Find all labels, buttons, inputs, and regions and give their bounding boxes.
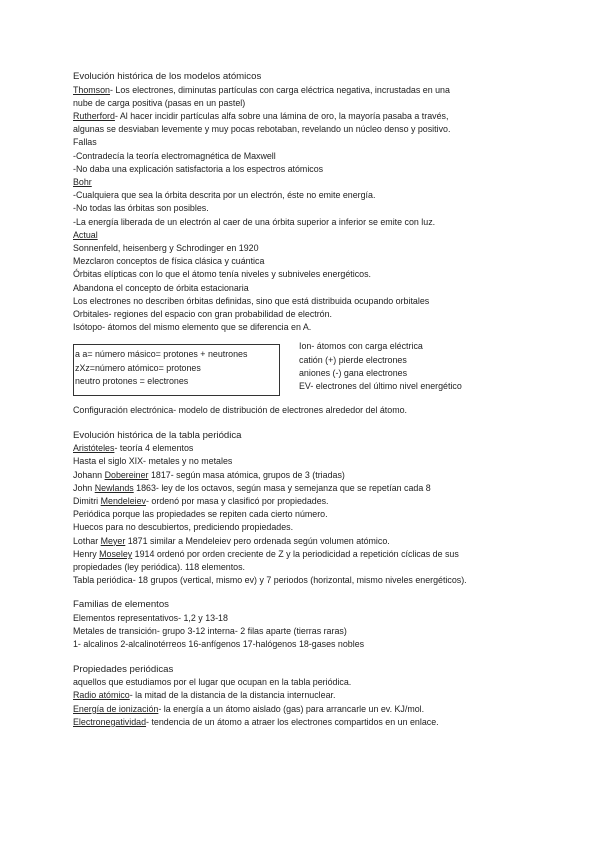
families-item: 1- alcalinos 2-alcalinotérreos 16-anfígenos 17-halógenos 18-gases nobles [73,639,365,650]
thomson-text: - Los electrones, diminutas partículas con carga eléctrica negativa, incrustadas en una [110,84,450,95]
mendeleiev-line [73,495,543,508]
radio-text: - la mitad de la distancia de la distancia internuclear. [129,690,336,701]
actual-item: Mezclaron conceptos de física clásica y cuántica [73,256,265,267]
families-title: Familias de elementos [73,599,169,611]
radio-name: Radio atómico [73,690,130,701]
newlands-name: Newlands [94,482,134,493]
moseley-line [73,548,543,561]
rutherford-line [73,110,543,123]
notation-box [73,344,280,396]
ion-notes [299,340,462,393]
newlands-pre: John [73,482,95,493]
tabla-line: Tabla periódica- 18 grupos (vertical, mismo ev) y 7 periodos (horizontal, mismo niveles energéticos). [73,575,467,586]
properties-intro: aquellos que estudiamos por el lugar que ocupan en la tabla periódica. [73,677,352,688]
notation-row [73,340,543,404]
ion-line: aniones (-) gana electrones [299,367,408,378]
document-page [73,70,543,729]
actual-item: Los electrones no describen órbitas definidas, sino que está distribuida ocupando orbitales [73,295,430,306]
meyer-line [73,535,543,548]
rutherford-name: Rutherford [73,111,115,121]
huecos-line: Huecos para no descubiertos, prediciendo propiedades. [73,522,294,533]
mendeleiev-name: Mendeleiev [100,496,146,507]
periodica-line: Periódica porque las propiedades se repiten cada cierto número. [73,509,328,520]
actual-item: Órbitas elípticas con lo que el átomo tenía niveles y subniveles energéticos. [73,269,371,280]
dobereiner-line [73,469,543,482]
fallas-item: -Contradecía la teoría electromagnética de Maxwell [73,150,276,161]
siglo-line: Hasta el siglo XIX- metales y no metales [73,456,233,467]
newlands-line [73,482,543,495]
electroneg-name: Electronegatividad [73,716,147,727]
ionizacion-line [73,703,543,716]
ion-line: Ion- átomos con carga eléctrica [299,341,423,352]
thomson-name: Thomson [73,84,110,95]
meyer-pre: Lothar [73,535,101,546]
notation-line: neutro protones = electrones [75,375,189,386]
thomson-line [73,84,543,97]
properties-title: Propiedades periódicas [73,663,174,675]
radio-line [73,689,543,702]
config-line: Configuración electrónica- modelo de distribución de electrones alrededor del átomo. [73,405,407,416]
ionizacion-text: - la energía a un átomo aislado (gas) para arrancarle un ev. KJ/mol. [158,703,425,714]
mendeleiev-pre: Dimitri [73,496,101,507]
actual-item: Sonnenfeld, heisenberg y Schrodinger en 1920 [73,243,259,254]
bohr-item: -La energía liberada de un electrón al caer de una órbita superior a inferior se emite con luz. [73,216,436,227]
mendeleiev-text: - ordenó por masa y clasificó por propiedades. [146,496,329,507]
ionizacion-name: Energía de ionización [73,703,159,714]
families-item: Metales de transición- grupo 3-12 interna- 2 filas aparte (tierras raras) [73,626,347,637]
moseley-pre: Henry [73,548,100,559]
rutherford-text: - Al hacer incidir partículas alfa sobre una lámina de oro, la mayoría pasaba a través, [114,111,449,121]
bohr-item: -Cualquiera que sea la órbita descrita por un electrón, éste no emite energía. [73,190,376,201]
notation-line: a a= número másico= protones + neutrones [75,349,248,360]
aristoteles-line [73,442,543,455]
electroneg-line [73,716,543,729]
electroneg-text: - tendencia de un átomo a atraer los electrones compartidos en un enlace. [146,716,439,727]
moseley-text: 1914 ordenó por orden creciente de Z y la periodicidad a repetición cíclicas de sus [132,548,459,559]
thomson-line-2: nube de carga positiva (pasas en un pastel) [73,97,246,108]
newlands-text: 1863- ley de los octavos, según masa y semejanza que se repetían cada 8 [133,482,431,493]
ion-line: catión (+) pierde electrones [299,354,407,365]
fallas-item: -No daba una explicación satisfactoria a los espectros atómicos [73,163,324,174]
atomic-models-title: Evolución histórica de los modelos atómicos [73,71,262,82]
meyer-text: 1871 similar a Mendeleiev pero ordenada según volumen atómico. [125,535,390,546]
families-item: Elementos representativos- 1,2 y 13-18 [73,613,228,624]
ion-line: EV- electrones del último nivel energético [299,381,462,392]
actual-item: Isótopo- átomos del mismo elemento que se diferencia en A. [73,322,312,333]
actual-label: Actual [73,229,98,240]
periodic-table-title: Evolución histórica de la tabla periódica [73,429,242,441]
actual-item: Orbitales- regiones del espacio con gran probabilidad de electrón. [73,309,333,320]
bohr-label: Bohr [73,177,92,188]
bohr-item: -No todas las órbitas son posibles. [73,203,209,214]
actual-item: Abandona el concepto de órbita estacionaria [73,282,249,293]
meyer-name: Meyer [100,535,126,546]
aristoteles-name: Aristóteles [73,443,115,454]
rutherford-line-2: algunas se desviaban levemente y muy pocas rebotaban, revelando un núcleo denso y positivo. [73,124,451,135]
moseley-line-2: propiedades (ley periódica). 118 elementos. [73,562,246,573]
aristoteles-text: - teoría 4 elementos [114,443,194,454]
dobereiner-text: 1817- según masa atómica, grupos de 3 (triadas) [148,469,345,480]
moseley-name: Moseley [99,548,133,559]
dobereiner-pre: Johann [73,469,105,480]
fallas-label: Fallas [73,137,97,148]
dobereiner-name: Dobereiner [104,469,149,480]
notation-line: zXz=número atómico= protones [75,362,201,373]
